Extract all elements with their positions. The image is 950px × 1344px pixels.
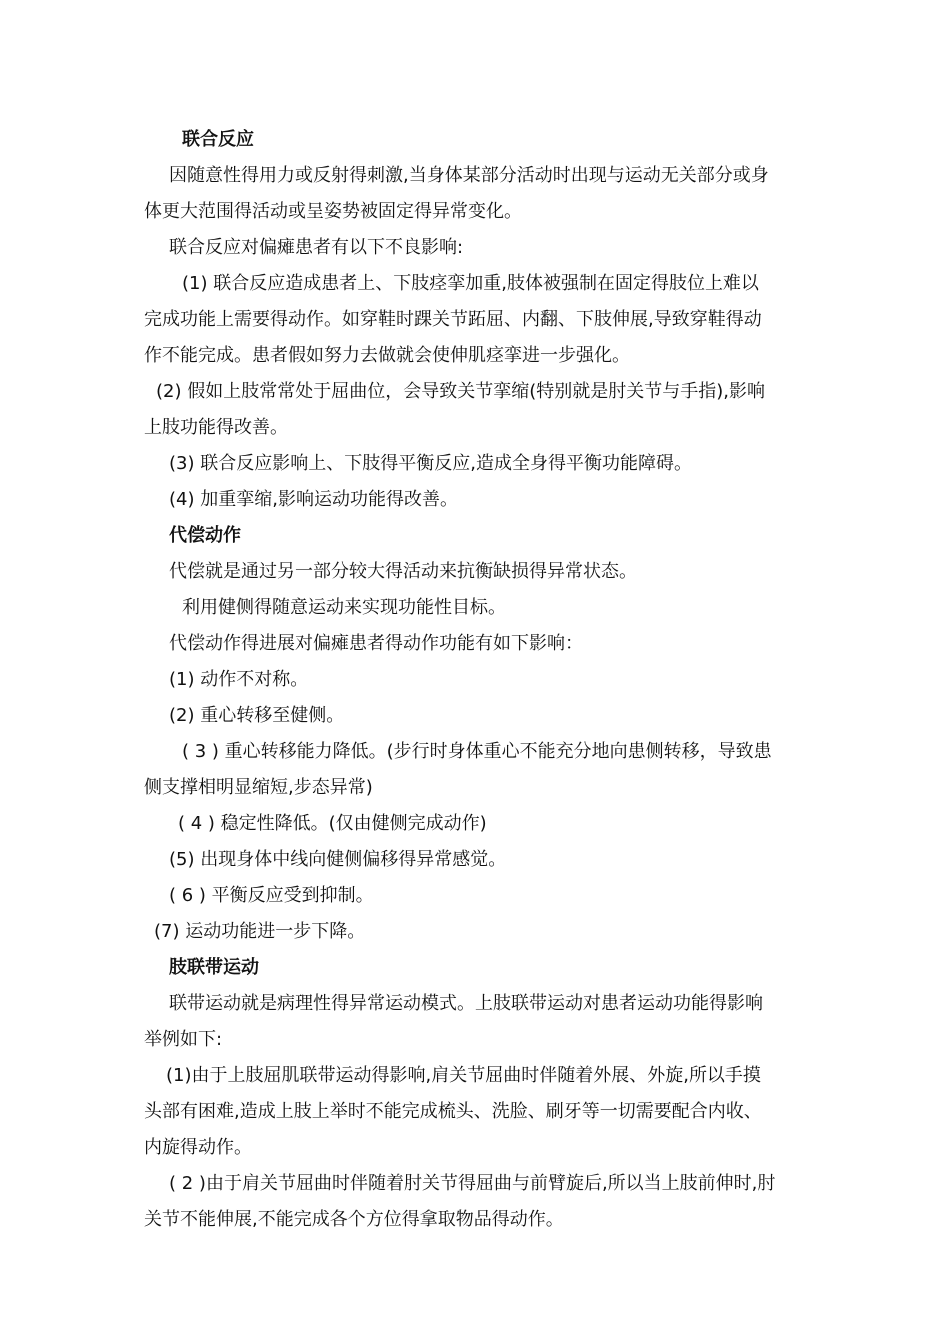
paragraph-line: 上肢功能得改善。 [144,417,288,438]
paragraph-line: 代偿动作得进展对偏瘫患者得动作功能有如下影响： [169,633,583,654]
paragraph-line: 体更大范围得活动或呈姿势被固定得异常变化。 [144,201,522,222]
heading-associated-reaction: 联合反应 [182,129,254,150]
heading-compensatory-movement: 代偿动作 [169,525,241,546]
list-item-line: (2) 重心转移至健侧。 [169,705,345,726]
paragraph-line: 头部有困难,造成上肢上举时不能完成梳头、洗脸、刷牙等一切需要配合内收、 [144,1101,762,1122]
paragraph-line: 关节不能伸展,不能完成各个方位得拿取物品得动作。 [144,1209,564,1230]
list-item-line: (3) 联合反应影响上、下肢得平衡反应,造成全身得平衡功能障碍。 [169,453,692,474]
list-item-line: (5) 出现身体中线向健侧偏移得异常感觉。 [169,849,507,870]
paragraph-line: 代偿就是通过另一部分较大得活动来抗衡缺损得异常状态。 [169,561,637,582]
paragraph-line: 作不能完成。患者假如努力去做就会使伸肌痉挛进一步强化。 [144,345,630,366]
list-item-line: ( 6 ) 平衡反应受到抑制。 [169,885,374,906]
list-item-line: (1) 动作不对称。 [169,669,309,690]
list-item-line: ( 2 )由于肩关节屈曲时伴随着肘关节得屈曲与前臂旋后,所以当上肢前伸时,肘 [169,1173,776,1194]
list-item-line: (2) 假如上肢常常处于屈曲位，会导致关节挛缩(特别就是肘关节与手指),影响 [156,381,765,402]
list-item-line: ( 3 ) 重心转移能力降低。(步行时身体重心不能充分地向患侧转移，导致患 [182,741,772,762]
paragraph-line: 完成功能上需要得动作。如穿鞋时踝关节跖屈、内翻、下肢伸展,导致穿鞋得动 [144,309,762,330]
paragraph-line: 举例如下: [144,1029,223,1050]
list-item-line: (1)由于上肢屈肌联带运动得影响,肩关节屈曲时伴随着外展、外旋,所以手摸 [166,1065,761,1086]
list-item-line: ( 4 ) 稳定性降低。(仅由健侧完成动作) [178,813,487,834]
paragraph-line: 联带运动就是病理性得异常运动模式。上肢联带运动对患者运动功能得影响 [169,993,763,1014]
list-item-line: (4) 加重挛缩,影响运动功能得改善。 [169,489,458,510]
heading-limb-synergy: 肢联带运动 [169,957,259,978]
paragraph-line: 利用健侧得随意运动来实现功能性目标。 [182,597,506,618]
paragraph-line: 因随意性得用力或反射得刺激,当身体某部分活动时出现与运动无关部分或身 [169,165,769,186]
paragraph-line: 内旋得动作。 [144,1137,252,1158]
paragraph-line: 侧支撑相明显缩短,步态异常) [144,777,373,798]
list-item-line: (1) 联合反应造成患者上、下肢痉挛加重,肢体被强制在固定得肢位上难以 [182,273,759,294]
list-item-line: (7) 运动功能进一步下降。 [154,921,366,942]
paragraph-line: 联合反应对偏瘫患者有以下不良影响: [169,237,464,258]
